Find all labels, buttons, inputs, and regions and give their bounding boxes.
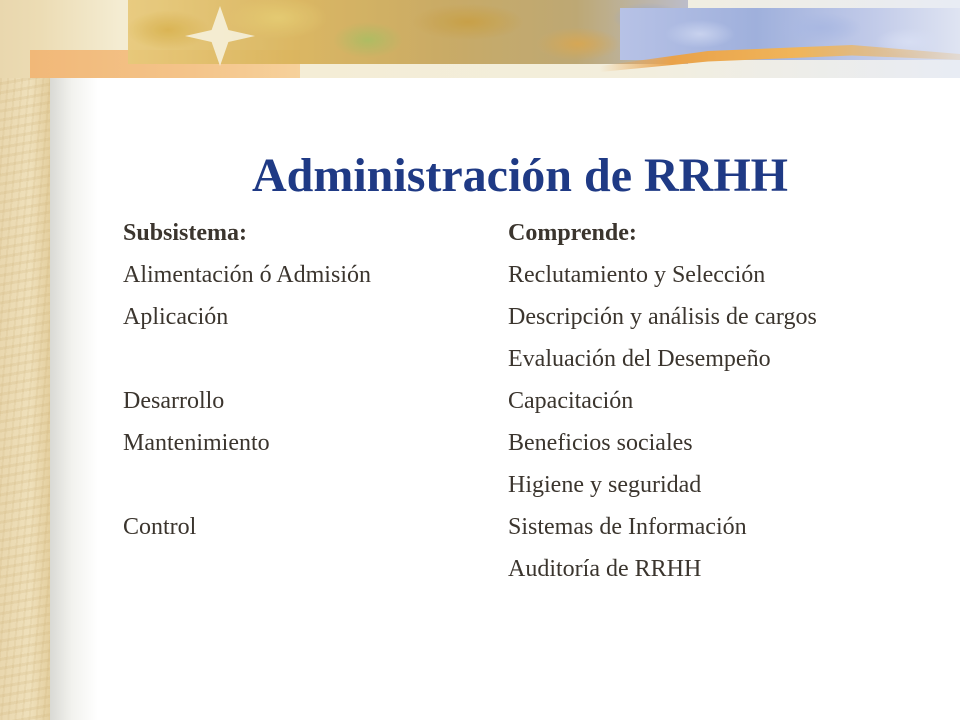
column-header-subsistema: Subsistema: [123, 220, 248, 246]
table-row [123, 465, 923, 507]
column-header-comprende: Comprende: [508, 220, 637, 246]
subsistema-cell: Desarrollo [123, 388, 225, 414]
subsistema-cell: Control [123, 514, 197, 540]
comprende-cell: Higiene y seguridad [508, 472, 702, 498]
table-row [123, 255, 923, 297]
table-row [123, 423, 923, 465]
comprende-cell: Beneficios sociales [508, 430, 693, 456]
top-decorative-banner [0, 0, 960, 78]
table-header-row [123, 213, 923, 255]
comprende-cell: Sistemas de Información [508, 514, 747, 540]
subsistema-cell: Aplicación [123, 304, 229, 330]
table-row [123, 549, 923, 591]
comprende-cell: Evaluación del Desempeño [508, 346, 771, 372]
table-row [123, 507, 923, 549]
left-decorative-strip [0, 0, 50, 720]
table-row [123, 339, 923, 381]
subsistema-cell: Mantenimiento [123, 430, 270, 456]
comprende-cell: Auditoría de RRHH [508, 556, 702, 582]
comprende-cell: Reclutamiento y Selección [508, 262, 766, 288]
subsystems-table [123, 213, 923, 591]
table-row [123, 381, 923, 423]
comprende-cell: Capacitación [508, 388, 634, 414]
table-row [123, 297, 923, 339]
comprende-cell: Descripción y análisis de cargos [508, 304, 817, 330]
subsistema-cell: Alimentación ó Admisión [123, 262, 371, 288]
slide-title: Administración de RRHH [251, 149, 788, 202]
